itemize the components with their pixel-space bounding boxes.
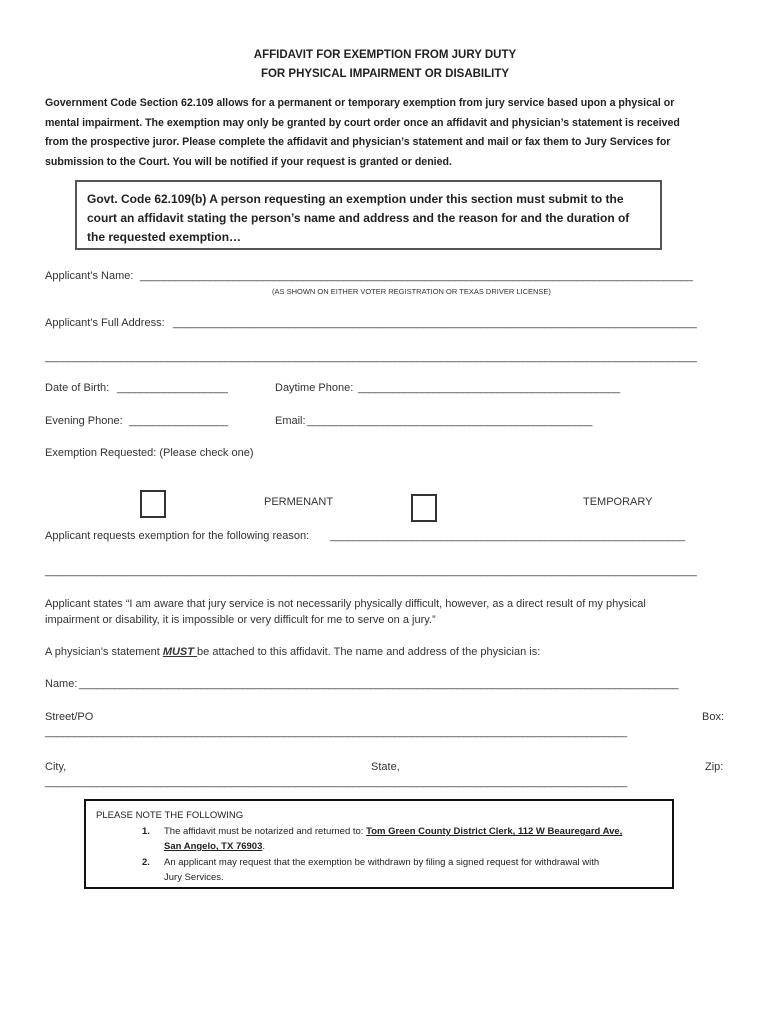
dob-field[interactable]: ___________________ <box>117 382 228 394</box>
street-field[interactable]: ____________________________________________________________________________________________________ <box>45 726 627 738</box>
applicant-statement <box>45 596 726 628</box>
intro-line: mental impairment. The exemption may only be granted by court order once an affidavit and physician’s statement is received <box>45 116 680 129</box>
daytime-phone-label: Daytime Phone: <box>275 382 354 394</box>
box-label: Box: <box>702 711 725 723</box>
note-item-number: 2. <box>142 857 150 868</box>
email-field[interactable]: _________________________________________________ <box>307 415 593 427</box>
note-box <box>84 799 674 889</box>
street-label: Street/PO <box>45 711 94 723</box>
form-title-line1: AFFIDAVIT FOR EXEMPTION FROM JURY DUTY <box>253 49 517 61</box>
applicant-name-note: (AS SHOWN ON EITHER VOTER REGISTRATION OR TEXAS DRIVER LICENSE) <box>272 287 551 296</box>
govt-code-line: the requested exemption… <box>87 230 242 244</box>
full-address-label: Applicant’s Full Address: <box>45 317 165 329</box>
reason-field[interactable]: _____________________________________________________________ <box>330 530 685 542</box>
note-header: PLEASE NOTE THE FOLLOWING <box>96 810 244 821</box>
note-item-1-end: . <box>262 841 266 852</box>
evening-phone-label: Evening Phone: <box>45 415 123 427</box>
temporary-label: TEMPORARY <box>583 496 653 508</box>
physician-name-label: Name: <box>45 678 78 690</box>
permanent-label: PERMENANT <box>264 496 334 508</box>
note-item-2: An applicant may request that the exemption be withdrawn by filing a signed request for withdrawal with <box>164 857 600 868</box>
full-address-field[interactable]: __________________________________________________________________________________________ <box>173 317 697 329</box>
email-label: Email: <box>275 415 306 427</box>
physician-pre: A physician’s statement <box>45 646 163 658</box>
note-item-2-cont: Jury Services. <box>164 872 224 883</box>
intro-line: from the prospective juror. Please complete the affidavit and physician’s statement and mail or fax them to Jury Services for <box>45 136 671 148</box>
physician-statement <box>45 646 540 658</box>
exemption-requested-label: Exemption Requested: (Please check one) <box>45 447 254 459</box>
full-address-field-line2[interactable]: ________________________________________________________________________________________________________________ <box>45 351 697 363</box>
dob-label: Date of Birth: <box>45 382 110 394</box>
temporary-checkbox[interactable] <box>411 494 437 522</box>
city-field[interactable]: ____________________________________________________________________________________________________ <box>45 776 627 788</box>
govt-code-line: Govt. Code 62.109(b) A person requesting an exemption under this section must submit to the <box>87 192 624 206</box>
note-item-1-text: The affidavit must be notarized and returned to: <box>164 826 367 837</box>
permanent-checkbox[interactable] <box>140 490 166 518</box>
govt-code-line: court an affidavit stating the person’s name and address and the reason for and the duration of <box>87 211 630 225</box>
note-item-1 <box>164 826 622 837</box>
physician-post: be attached to this affidavit. The name and address of the physician is: <box>197 646 541 658</box>
note-item-1-address: Tom Green County District Clerk, 112 W Beauregard Ave, <box>366 826 623 837</box>
note-item-number: 1. <box>142 826 150 837</box>
reason-label: Applicant requests exemption for the following reason: <box>45 530 310 542</box>
intro-paragraph <box>45 94 727 172</box>
intro-line: Government Code Section 62.109 allows for a permanent or temporary exemption from jury service based upon a physical or <box>45 97 675 109</box>
note-item-1-address-2: San Angelo, TX 76903 <box>164 841 263 852</box>
physician-must: MUST <box>162 646 198 658</box>
city-label: City, <box>45 761 67 773</box>
form-title-line2: FOR PHYSICAL IMPAIRMENT OR DISABILITY <box>260 68 510 80</box>
physician-name-field[interactable]: _______________________________________________________________________________________________________ <box>79 678 679 690</box>
note-item-1-cont <box>164 841 265 852</box>
statement-line: Applicant states “I am aware that jury service is not necessarily physically difficult, however, as a direct result of my physical <box>45 598 646 610</box>
applicant-name-label: Applicant’s Name: <box>45 270 134 282</box>
govt-code-text <box>87 190 629 247</box>
state-label: State, <box>371 761 400 773</box>
applicant-name-field[interactable]: _______________________________________________________________________________________________ <box>140 270 693 282</box>
govt-code-box <box>75 180 662 250</box>
daytime-phone-field[interactable]: _____________________________________________ <box>358 382 620 394</box>
zip-label: Zip: <box>705 761 724 773</box>
reason-field-line2[interactable]: ________________________________________________________________________________________________________________ <box>45 565 697 577</box>
intro-line: submission to the Court. You will be notified if your request is granted or denied. <box>45 155 452 168</box>
evening-phone-field[interactable]: _________________ <box>129 415 228 427</box>
statement-line: impairment or disability, it is impossible or very difficult for me to serve on a jury.” <box>45 614 436 626</box>
